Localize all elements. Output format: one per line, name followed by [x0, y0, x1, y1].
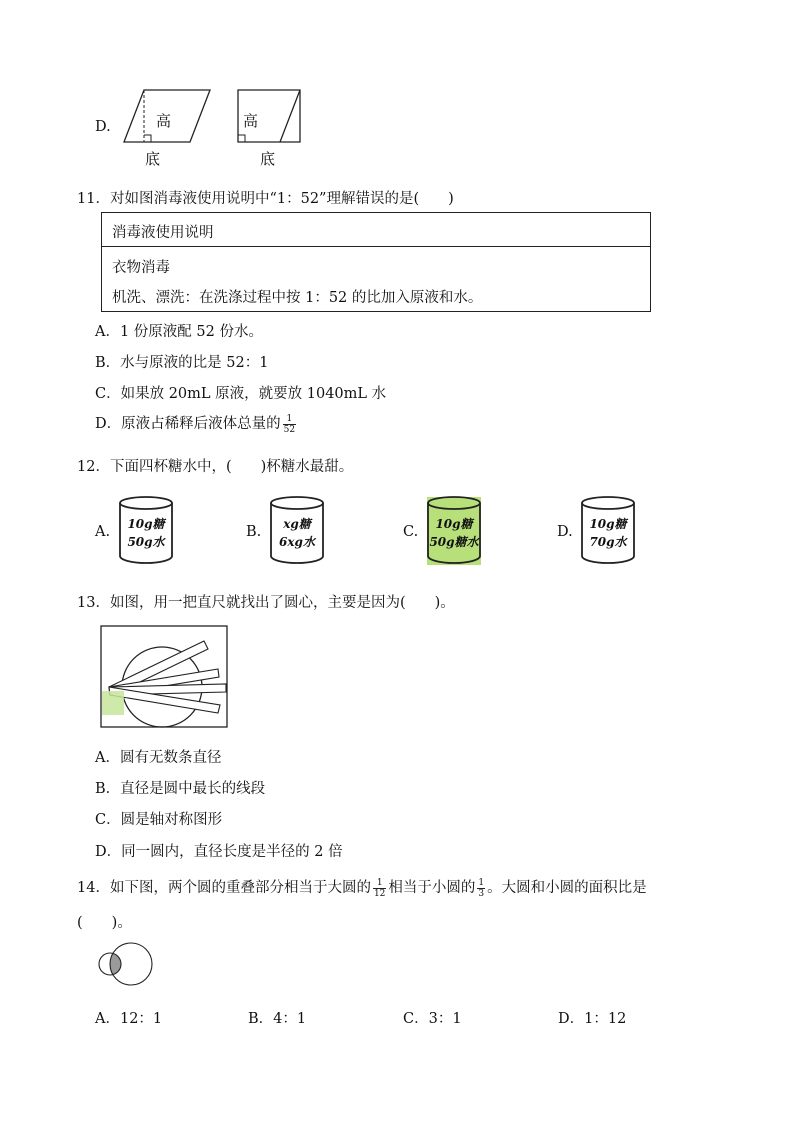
q11-option-d — [95, 412, 298, 435]
q13-option-d: D．同一圆内，直径长度是半径的 2 倍 — [95, 844, 343, 860]
q14-option-c: C．3：1 — [403, 1011, 462, 1027]
cup-body — [271, 503, 323, 563]
height-label-right: 高 — [243, 112, 259, 130]
q13-ruler-circle-figure — [100, 625, 230, 729]
q13-option-a: A．圆有无数条直径 — [95, 750, 222, 766]
q12-cup-b — [264, 492, 330, 568]
q11-option-a: A．1 份原液配 52 份水。 — [95, 324, 263, 340]
table-title: 衣物消毒 — [112, 260, 170, 276]
height-label-left: 高 — [156, 112, 172, 130]
q10-figure-parallelograms — [118, 86, 318, 170]
cup-label-line2: 50g糖水 — [429, 535, 479, 549]
q14-overlapping-circles — [97, 942, 157, 988]
cup-rim — [271, 497, 323, 509]
q12-stem: 12．下面四杯糖水中，( )杯糖水最甜。 — [77, 459, 354, 475]
fraction-numerator: 1 — [283, 414, 296, 425]
fraction-numerator: 1 — [373, 878, 386, 889]
q14-option-b: B．4：1 — [248, 1011, 307, 1027]
q11-option-d-text: D．原液占稀释后液体总量的 — [95, 416, 281, 432]
q14-fraction-2 — [477, 878, 485, 899]
q10-option-d-label: D. — [95, 119, 111, 135]
q12-cup-a — [113, 492, 179, 568]
q14-stem-part3: 。大圆和小圆的面积比是 — [487, 880, 647, 896]
fraction-denominator: 52 — [283, 424, 296, 435]
cup-label-line1: 10g糖 — [435, 517, 473, 531]
q11-option-c: C．如果放 20mL 原液，就要放 1040mL 水 — [95, 386, 387, 402]
cup-rim — [582, 497, 634, 509]
q12-option-label: B. — [246, 524, 262, 540]
q14-stem-line1 — [77, 876, 647, 899]
right-angle-right — [238, 135, 245, 142]
q13-option-c: C．圆是轴对称图形 — [95, 812, 223, 828]
table-divider — [102, 246, 650, 247]
cup-label-line2: 6xg水 — [279, 535, 315, 549]
q12-option-label: D. — [557, 524, 573, 540]
right-angle-left — [144, 135, 151, 142]
highlight-mark — [102, 691, 124, 715]
fraction-numerator: 1 — [478, 877, 485, 888]
slant-line-right — [280, 90, 300, 142]
q11-stem: 11．对如图消毒液使用说明中“1：52”理解错误的是( ) — [77, 191, 454, 207]
cup-rim — [120, 497, 172, 509]
q14-fraction-1 — [373, 878, 386, 899]
q14-stem-part1: 14．如下图，两个圆的重叠部分相当于大圆的 — [77, 880, 371, 896]
q12-option-label: C. — [403, 524, 419, 540]
q14-stem-part2: 相当于小圆的 — [388, 880, 476, 896]
table-header: 消毒液使用说明 — [112, 225, 214, 241]
base-label-right: 底 — [260, 150, 276, 168]
cup-label-line1: 10g糖 — [589, 517, 627, 531]
cup-body — [120, 503, 172, 563]
q12-cup-c — [421, 492, 487, 568]
cup-label-line1: 10g糖 — [127, 517, 165, 531]
fraction-denominator: 3 — [478, 888, 485, 899]
q12-option-label: A. — [95, 524, 111, 540]
q12-cup-d — [575, 492, 641, 568]
q11-option-d-fraction — [283, 414, 296, 435]
q13-stem: 13．如图，用一把直尺就找出了圆心，主要是因为( )。 — [77, 595, 455, 611]
q11-instruction-table — [101, 212, 651, 312]
cup-label-line2: 50g水 — [127, 535, 165, 549]
cup-body — [582, 503, 634, 563]
q14-option-d: D．1：12 — [558, 1011, 627, 1027]
base-label-left: 底 — [145, 150, 161, 168]
q11-option-b: B．水与原液的比是 52：1 — [95, 355, 269, 371]
q14-option-a: A．12：1 — [95, 1011, 163, 1027]
cup-label-line1: xg糖 — [283, 517, 311, 531]
fraction-denominator: 12 — [373, 888, 386, 899]
table-body: 机洗、漂洗：在洗涤过程中按 1：52 的比加入原液和水。 — [112, 290, 483, 306]
q13-option-b: B．直径是圆中最长的线段 — [95, 781, 266, 797]
q14-stem-line2: ( )。 — [77, 915, 132, 931]
cup-label-line2: 70g水 — [589, 535, 627, 549]
